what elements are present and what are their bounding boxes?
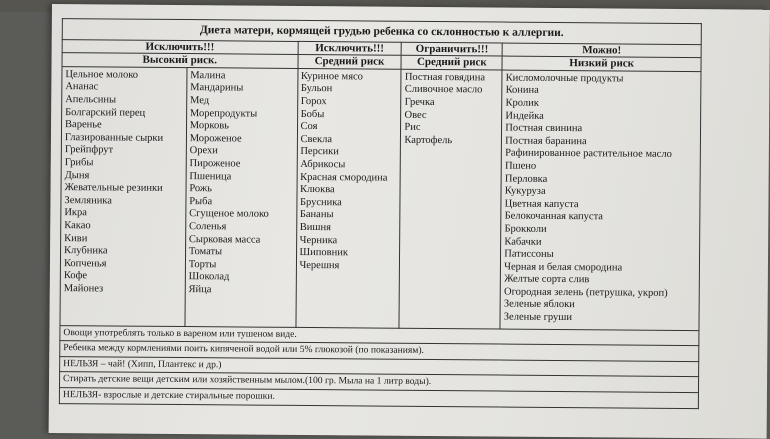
food-item: Рис (404, 121, 421, 134)
food-item: Грейпфрут (64, 144, 114, 156)
food-item: Какао (64, 220, 91, 232)
food-item: Персики (300, 146, 339, 158)
food-item: Шоколад (188, 271, 230, 283)
food-item: Рыба (189, 195, 213, 207)
header-limit: Ограничить!!! (402, 42, 503, 56)
food-item: Жевательные резинки (64, 182, 163, 194)
food-item: Брокколи (504, 223, 547, 235)
food-item: Морковь (189, 120, 230, 132)
subheader-medium-risk-limit: Средний риск (401, 55, 502, 69)
food-item: Мед (189, 95, 210, 107)
food-item: Бананы (299, 209, 334, 221)
food-item: Зеленые груши (503, 311, 573, 324)
food-item: Земляника (64, 194, 112, 207)
food-item: Огородная зелень (петрушка, укроп) (503, 286, 668, 299)
food-item: Зеленые яблоки (503, 299, 575, 311)
food-item: Цветная капуста (504, 198, 579, 210)
food-item: Конина (505, 84, 539, 97)
food-item: Ананас (65, 81, 99, 93)
food-item: Апельсины (65, 94, 117, 106)
food-item: Постная свинина (505, 122, 583, 135)
food-item: Абрикосы (300, 158, 346, 171)
food-item: Картофель (404, 134, 453, 146)
food-item: Пшено (504, 160, 537, 172)
food-item: Рожь (189, 183, 213, 195)
food-item: Гречка (404, 96, 435, 108)
header-allowed: Можно! (502, 43, 701, 58)
note-washing: Стирать детские вещи детским или хозяйственным мылом.(100 гр. Мыла на 1 литр воды). (59, 372, 698, 393)
list-medium-limit (399, 69, 502, 329)
food-item: Мандарины (190, 82, 244, 94)
food-item: Пироженое (189, 158, 241, 170)
note-vegetables: Овощи употреблять только в вареном или тушеном виде. (60, 325, 699, 346)
food-item: Пшеница (189, 170, 232, 182)
food-item: Постная говядина (404, 71, 486, 84)
food-item: Соленья (188, 220, 227, 233)
food-item: Брусника (299, 196, 342, 209)
food-item: Соя (300, 121, 318, 133)
food-item: Черника (299, 234, 338, 246)
food-item: Кисломолочные продукты (505, 72, 624, 85)
food-item: Бульон (300, 83, 333, 95)
food-item: Клюква (300, 184, 335, 196)
food-item: Кабачки (504, 236, 542, 248)
food-item: Патиссоны (504, 248, 554, 261)
header-exclude-medium: Исключить!!! (298, 41, 402, 55)
list-high-risk-b (185, 67, 298, 327)
food-item: Грибы (64, 157, 94, 169)
food-item: Черешня (299, 259, 340, 271)
food-item: Томаты (188, 246, 223, 258)
note-drinking: Ребенка между кормлениями поить кипяченой водой или 5% глюкозой (по показаниям). (60, 341, 699, 362)
note-no-powders: НЕЛЬЗЯ- взрослые и детские стиральные порошки. (59, 388, 698, 409)
food-item: Сливочное масло (404, 84, 483, 96)
food-item: Майонез (63, 282, 104, 295)
food-item: Клубника (64, 245, 108, 257)
food-item: Болгарский перец (65, 106, 146, 119)
food-item: Кофе (63, 270, 88, 282)
list-medium-exclude (295, 68, 401, 328)
food-item: Цельное молоко (65, 68, 139, 81)
food-item: Орехи (189, 145, 218, 157)
header-exclude-high: Исключить!!! (62, 39, 298, 54)
food-item: Вишня (299, 221, 331, 234)
note-no-tea: НЕЛЬЗЯ – чай! (Хипп, Плантекс и др.) (60, 356, 699, 377)
food-item: Икра (64, 207, 88, 219)
food-item: Мороженое (189, 132, 242, 145)
food-item: Перловка (504, 173, 548, 185)
food-item: Желтые сорта слив (504, 273, 590, 286)
food-item: Киви (64, 232, 88, 244)
list-high-risk-a (60, 66, 187, 326)
paper-sheet (49, 4, 770, 439)
food-item: Красная смородина (300, 171, 388, 184)
document-title: Диета матери, кормящей грудью ребенка со склонностью к аллергии. (62, 19, 701, 45)
food-item: Черная и белая смородина (504, 261, 623, 274)
food-item: Малина (190, 69, 226, 82)
food-item: Бобы (300, 108, 325, 120)
food-item: Шиповник (299, 247, 349, 259)
food-item: Белокочанная капуста (504, 210, 604, 223)
diet-table (59, 18, 702, 409)
food-item: Кролик (505, 97, 539, 109)
food-item: Яйца (188, 283, 212, 296)
food-item: Индейка (505, 110, 544, 122)
food-item: Дыня (64, 169, 90, 181)
food-item: Кукуруза (504, 185, 546, 198)
list-low-allowed (500, 70, 701, 330)
food-item: Торты (188, 258, 217, 270)
subheader-medium-risk-exclude: Средний риск (298, 55, 402, 69)
food-item: Морепродукты (189, 107, 258, 120)
food-item: Горох (300, 95, 327, 108)
food-item: Копченья (63, 257, 107, 270)
food-item: Сырковая масса (188, 233, 261, 246)
food-item: Сгущеное молоко (189, 208, 269, 221)
food-item: Рафинированное растительное масло (505, 147, 672, 161)
food-item: Куриное мясо (300, 70, 364, 83)
food-item: Постная баранина (505, 135, 587, 147)
food-item: Свекла (300, 133, 333, 145)
food-lists-row (60, 66, 701, 330)
subheader-high-risk: Высокий риск. (62, 53, 298, 68)
food-item: Глазированные сырки (64, 131, 164, 144)
subheader-low-risk: Низкий риск (502, 56, 701, 71)
food-item: Варенье (65, 119, 102, 131)
food-item: Овес (404, 109, 427, 121)
